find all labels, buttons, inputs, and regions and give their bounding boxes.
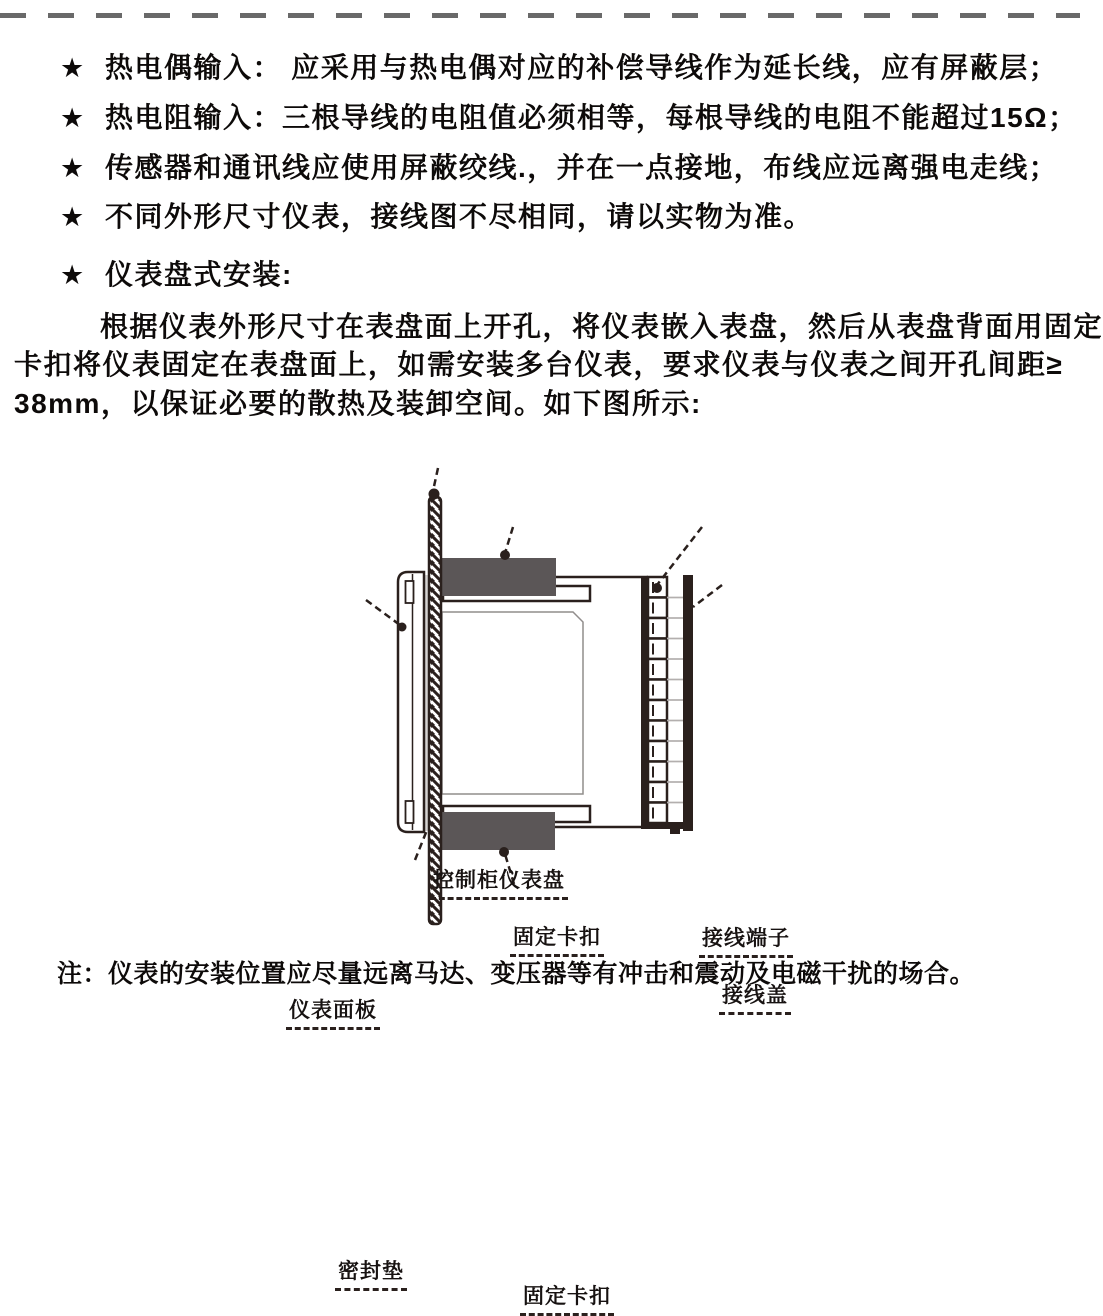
- dot-faceplate: [398, 623, 407, 632]
- paragraph-line-3: 38mm，以保证必要的散热及装卸空间。如下图所示:: [14, 388, 702, 419]
- label-wiring-cover: 接线盖: [719, 984, 791, 1015]
- star-icon: ★: [60, 153, 85, 183]
- terminal-screw-lines: [667, 598, 683, 803]
- bezel-slot-top: [406, 581, 414, 603]
- cabinet-panel-bar: [429, 497, 441, 924]
- label-fixing-clip-top: 固定卡扣: [510, 926, 604, 957]
- bullet-text: 仪表盘式安装:: [105, 259, 293, 290]
- instrument-housing: [442, 612, 583, 794]
- dot-terminals: [652, 583, 662, 593]
- star-icon: ★: [60, 202, 85, 232]
- bullet-text: 不同外形尺寸仪表，接线图不尽相同，请以实物为准。: [105, 201, 814, 232]
- leader-clip-top: [505, 527, 513, 553]
- bullet-panel-mount-heading: [60, 259, 293, 291]
- faceplate-bezel: [398, 572, 424, 832]
- dot-clip-bottom: [499, 847, 509, 857]
- page-top-dashed-border: [0, 13, 1080, 18]
- top-fixing-clip: [441, 558, 556, 596]
- leader-faceplate: [366, 600, 400, 625]
- label-fixing-clip-bottom: 固定卡扣: [520, 1285, 614, 1316]
- wiring-cover-bar: [683, 575, 693, 831]
- bullet-dimensions: [60, 201, 813, 233]
- cover-nub: [670, 827, 680, 834]
- note-text: 注：仪表的安装位置应尽量远离马达、变压器等有冲击和震动及电磁干扰的场合。: [57, 960, 976, 988]
- bullet-text: 传感器和通讯线应使用屏蔽绞线.，并在一点接地，布线应远离强电走线；: [105, 152, 1059, 183]
- label-cabinet-panel: 控制柜仪表盘: [430, 869, 568, 900]
- star-icon: ★: [60, 103, 85, 133]
- bullet-text: 热电阻输入：三根导线的电阻值必须相等，每根导线的电阻不能超过15Ω；: [105, 102, 1078, 133]
- label-gasket: 密封垫: [335, 1260, 407, 1291]
- leader-gasket: [415, 830, 427, 860]
- paragraph-line-1: 根据仪表外形尺寸在表盘面上开孔，将仪表嵌入表盘，然后从表盘背面用固定: [100, 311, 1103, 342]
- star-icon: ★: [60, 53, 85, 83]
- paragraph-line-2: 卡扣将仪表固定在表盘面上，如需安装多台仪表，要求仪表与仪表之间开孔间距≥: [14, 349, 1064, 380]
- bullet-sensor-wiring: [60, 152, 1058, 184]
- bullet-thermocouple: [60, 52, 1058, 84]
- label-faceplate: 仪表面板: [286, 999, 380, 1030]
- bullet-rtd: [60, 102, 1078, 134]
- leader-terminals: [657, 527, 702, 585]
- label-terminals: 接线端子: [699, 927, 793, 958]
- bezel-slot-bottom: [406, 801, 414, 823]
- bottom-fixing-clip: [441, 812, 555, 850]
- star-icon: ★: [60, 260, 85, 290]
- bullet-text: 热电偶输入： 应采用与热电偶对应的补偿导线作为延长线，应有屏蔽层；: [105, 52, 1059, 83]
- terminal-cells: [648, 577, 667, 823]
- leader-panel: [433, 468, 438, 491]
- diagram-drawing: [0, 428, 1080, 940]
- dot-clip-top: [500, 550, 510, 560]
- leader-cover: [693, 585, 722, 607]
- dot-panel: [429, 489, 440, 500]
